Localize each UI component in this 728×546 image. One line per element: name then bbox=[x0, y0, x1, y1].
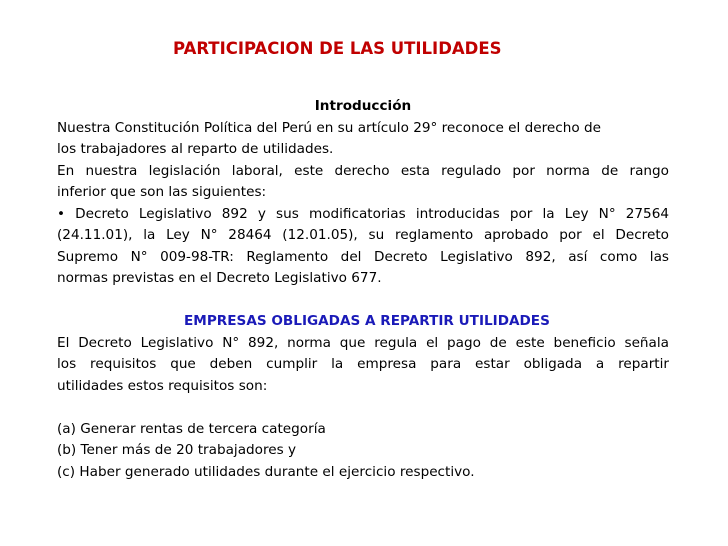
blank-line bbox=[57, 290, 669, 312]
empresas-line: los requisitos que deben cumplir la empresa para estar obligada a repartir bbox=[57, 356, 669, 372]
empresas-line: El Decreto Legislativo N° 892, norma que regula el pago de este beneficio señala bbox=[57, 334, 669, 351]
blank-line bbox=[57, 397, 669, 419]
slide-title: PARTICIPACION DE LAS UTILIDADES bbox=[173, 39, 502, 58]
intro-line: Supremo N° 009-98-TR: Reglamento del Decreto Legislativo 892, así como las bbox=[57, 248, 669, 265]
intro-line: inferior que son las siguientes: bbox=[57, 184, 267, 200]
empresas-heading: EMPRESAS OBLIGADAS A REPARTIR UTILIDADES bbox=[184, 313, 550, 329]
empresas-line: utilidades estos requisitos son: bbox=[57, 377, 268, 394]
intro-line: • Decreto Legislativo 892 y sus modificatorias introducidas por la Ley N° 27564 bbox=[57, 205, 669, 222]
requirement-item: (b) Tener más de 20 trabajadores y bbox=[57, 442, 297, 458]
intro-heading: Introducción bbox=[314, 98, 412, 114]
intro-line: los trabajadores al reparto de utilidades. bbox=[57, 141, 334, 157]
intro-line: normas previstas en el Decreto Legislativo 677. bbox=[57, 270, 382, 286]
requirement-item: (a) Generar rentas de tercera categoría bbox=[57, 420, 326, 437]
intro-line: Nuestra Constitución Política del Perú en su artículo 29° reconoce el derecho de bbox=[57, 119, 601, 136]
slide-body bbox=[57, 96, 669, 483]
intro-line: En nuestra legislación laboral, este derecho esta regulado por norma de rango bbox=[57, 162, 669, 179]
intro-line: (24.11.01), la Ley N° 28464 (12.01.05), su reglamento aprobado por el Decreto bbox=[57, 227, 669, 243]
requirement-item: (c) Haber generado utilidades durante el ejercicio respectivo. bbox=[57, 463, 475, 480]
